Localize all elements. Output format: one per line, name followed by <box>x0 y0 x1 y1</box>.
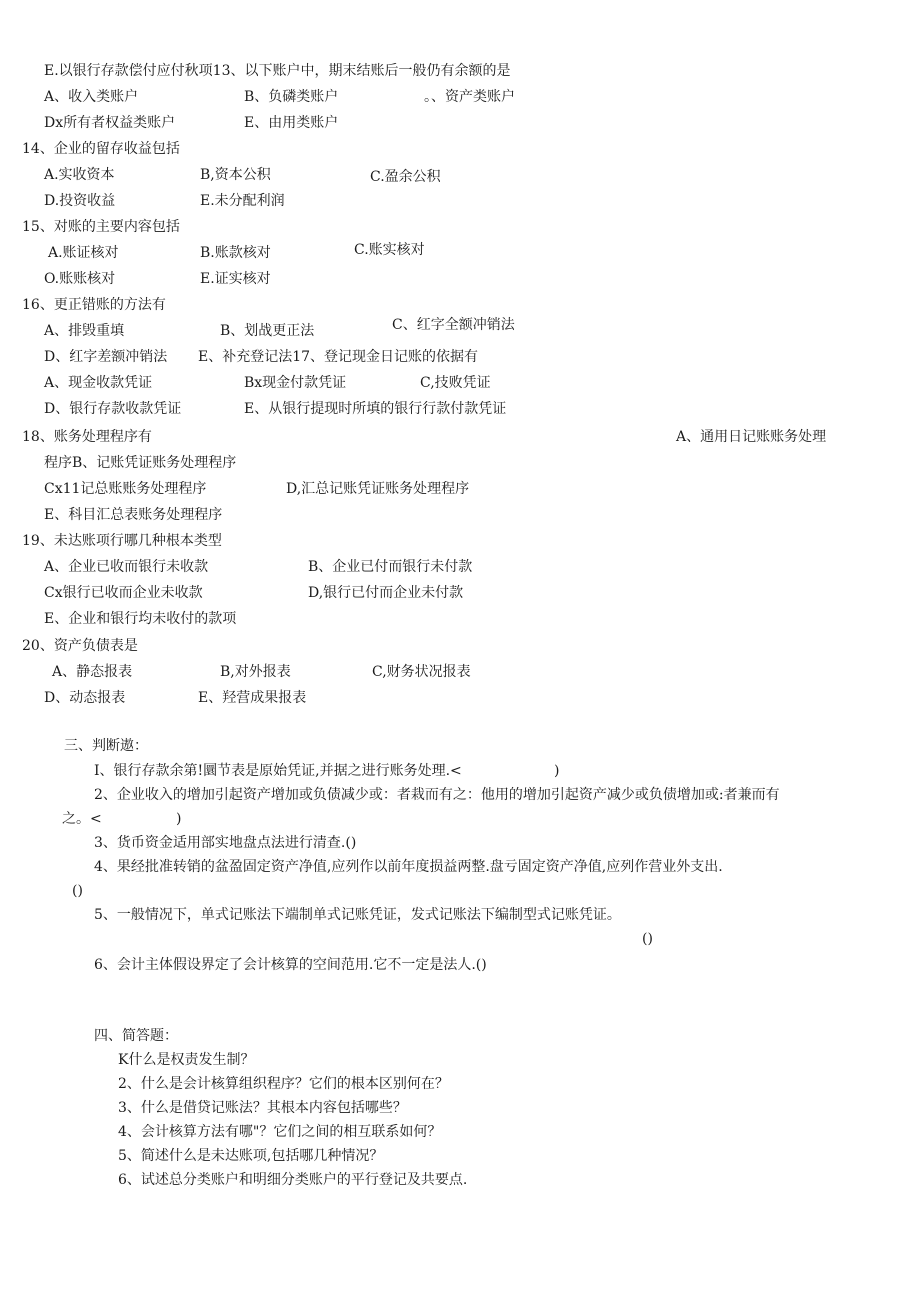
option-e: E、从银行提现时所填的银行行款付款凭证 <box>244 401 507 417</box>
judgement-item-3: 3、货币资金适用部实地盘点法进行清查.() <box>94 835 357 851</box>
option-d: O.账账核对 <box>44 271 116 287</box>
short-answer-item-5: 5、简述什么是未达账项,包括哪几种情况？ <box>118 1148 384 1164</box>
option-c: C.盈余公积 <box>370 169 441 185</box>
option-b: B、企业已付而银行未付款 <box>308 559 473 575</box>
short-answer-item-1: K什么是权责发生制？ <box>118 1052 255 1068</box>
short-answer-item-6: 6、试述总分类账户和明细分类账户的平行登记及共要点. <box>118 1172 468 1188</box>
judgement-item-4: 4、果经批准转销的盆盈固定资产净值,应列作以前年度损益两整.盘亏固定资产净值,应列作营业外支出. <box>94 859 723 875</box>
option-a: A、通用日记账账务处理 <box>676 429 827 445</box>
option-c: 。、资产类账户 <box>424 89 515 105</box>
short-answer-item-4: 4、会计核算方法有哪"？它们之间的相互联系如何？ <box>118 1124 442 1140</box>
option-e: E.未分配利润 <box>200 193 285 209</box>
option-d: D.投资收益 <box>44 193 116 209</box>
option-d: D、银行存款收款凭证 <box>44 401 182 417</box>
option-c: Cx11记总账账务处理程序 <box>44 481 207 497</box>
option-c: C、红字全额冲销法 <box>392 317 515 333</box>
option-e: E、科目汇总表账务处理程序 <box>44 507 223 523</box>
option-b: B、划战更正法 <box>220 323 315 339</box>
option-e: E、由用类账户 <box>244 115 339 131</box>
option-a: A、排毁重填 <box>44 323 125 339</box>
option-d: D、红字差额冲销法 <box>44 349 168 365</box>
option-b: B、负磷类账户 <box>244 89 339 105</box>
option-a: A.实收资本 <box>44 167 115 183</box>
judgement-item-6: 6、会计主体假设界定了会计核算的空间范用.它不一定是法人.() <box>94 957 487 973</box>
option-a: A、静态报表 <box>52 664 133 680</box>
option-d: Dx所有者权益类账户 <box>44 115 176 131</box>
answer-bracket: ) <box>176 811 182 827</box>
option-a: A、收入类账户 <box>44 89 139 105</box>
answer-bracket: () <box>642 931 653 947</box>
question-13-stem: E.以银行存款偿付应付秋项13、以下账户中，期末结账后一般仍有余额的是 <box>44 63 511 79</box>
question-15-stem: 15、对账的主要内容包括 <box>22 219 180 235</box>
option-d: D,汇总记账凭证账务处理程序 <box>286 481 470 497</box>
option-a: A.账证核对 <box>48 245 119 261</box>
question-18-stem: 18、账务处理程序有 <box>22 429 152 445</box>
option-b: Bx现金付款凭证 <box>244 375 347 391</box>
option-e: E、企业和银行均未收付的款项 <box>44 611 237 627</box>
option-a: A、现金收款凭证 <box>44 375 153 391</box>
option-e: E、补充登记法17、登记现金日记账的依据有 <box>198 349 479 365</box>
option-c: C,技败凭证 <box>420 375 491 391</box>
answer-bracket: () <box>72 883 83 899</box>
option-b: B.账款核对 <box>200 245 271 261</box>
option-b: B,对外报表 <box>220 664 291 680</box>
option-c: C.账实核对 <box>354 242 425 258</box>
judgement-item-2-continued: 之。< <box>62 811 102 827</box>
judgement-item-2: 2、企业收入的增加引起资产增加或负债减少或：者栽而有之：他用的增加引起资产减少或负债增加或:者兼而有 <box>94 787 780 803</box>
option-b: 程序B、记账凭证账务处理程序 <box>44 455 237 471</box>
judgement-item-1: I、银行存款余第!圜节表是原始凭证,并据之进行账务处理.< <box>94 763 462 779</box>
section-heading-short-answer: 四、简答题： <box>94 1028 178 1044</box>
option-e: E.证实核对 <box>200 271 271 287</box>
option-c: C,财务状况报表 <box>372 664 471 680</box>
option-c: Cx银行已收而企业未收款 <box>44 585 203 601</box>
option-d: D、动态报表 <box>44 690 126 706</box>
judgement-item-5: 5、一般情况下，单式记账法下端制单式记账凭证，发式记账法下编制型式记账凭证。 <box>94 907 621 923</box>
option-b: B,资本公积 <box>200 167 271 183</box>
question-19-stem: 19、未达账项行哪几种根本类型 <box>22 533 222 549</box>
short-answer-item-3: 3、什么是借贷记账法？其根本内容包括哪些？ <box>118 1100 407 1116</box>
question-14-stem: 14、企业的留存收益包括 <box>22 141 180 157</box>
section-heading-judgement: 三、判断遨： <box>64 738 148 754</box>
option-a: A、企业已收而银行未收款 <box>44 559 209 575</box>
short-answer-item-2: 2、什么是会计核算组织程序？它们的根本区别何在？ <box>118 1076 449 1092</box>
option-e: E、羟营成果报表 <box>198 690 307 706</box>
question-16-stem: 16、更正错账的方法有 <box>22 297 166 313</box>
answer-bracket: ) <box>554 763 560 779</box>
option-d: D,银行已付而企业未付款 <box>308 585 464 601</box>
question-20-stem: 20、资产负债表是 <box>22 638 138 654</box>
